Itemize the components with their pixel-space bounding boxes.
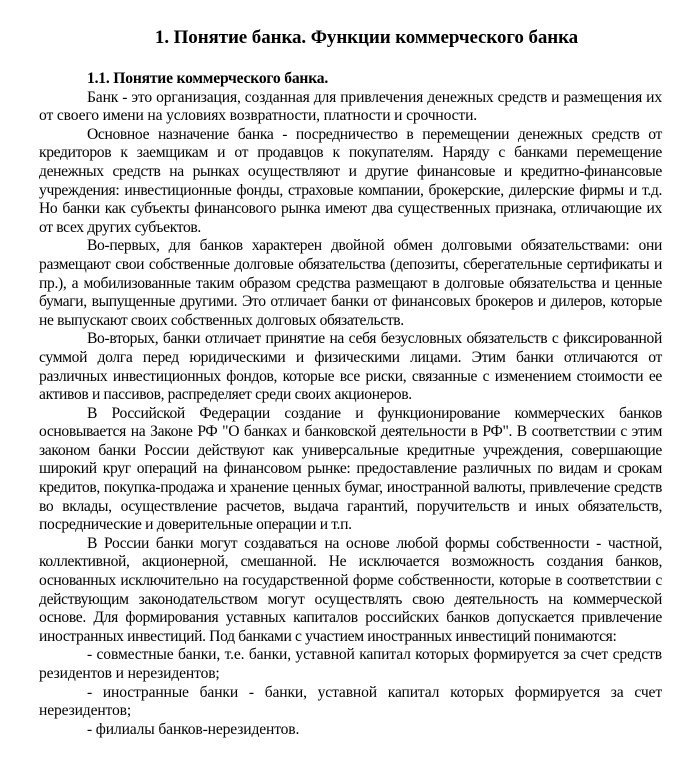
paragraph-bank-purpose: Основное назначение банка - посредничество в перемещении денежных средств от кредиторов к заемщикам и от продавцов к покупателям. Наряду с банками перемещение денежных средств на рынках осуществляют и другие финансовые и кредитно-финансовые учреждения: инвестиционные фонды, страховые компании, брокерские, дилерские фирмы и т.д. Но банки как субъекты финансового рынка имеют два существенных признака, отличающие их от всех других субъектов. <box>39 125 662 236</box>
paragraph-bank-definition: Банк - это организация, созданная для привлечения денежных средств и размещения их от своего имени на условиях возвратности, платности и срочности. <box>39 88 662 125</box>
document-page <box>39 0 662 739</box>
section-title: 1.1. Понятие коммерческого банка. <box>87 70 329 87</box>
list-item-joint-banks: - совместные банки, т.е. банки, уставной капитал которых формируется за счет средств резидентов и нерезидентов; <box>39 646 662 682</box>
paragraph-ownership-forms: В России банки могут создаваться на основе любой формы собственности - частной, коллективной, акционерной, смешанной. Не исключается возможность создания банков, основанных исключительно на государственной форме собственности, которые в соответствии с действующим законодательством могут осуществлять свою деятельность на коммерческой основе. Для формирования уставных капиталов российских банков допускается привлечение иностранных инвестиций. Под банками с участием иностранных инвестиций понимаются: <box>39 534 662 645</box>
paragraph-first-feature: Во-первых, для банков характерен двойной обмен долговыми обязательствами: они размещают свои собственные долговые обязательства (депозиты, сберегательные сертификаты и пр.), а мобилизованные таким образом средства размещают в долговые обязательства и ценные бумаги, выпущенные другими. Это отличает банки от финансовых брокеров и дилеров, которые не выпускают своих собственных долговых обязательств. <box>39 237 662 329</box>
paragraph-russian-law: В Российской Федерации создание и функционирование коммерческих банков основывается на Законе РФ "О банках и банковской деятельности в РФ". В соответствии с этим законом банки России действуют как универсальные кредитные учреждения, совершающие широкий круг операций на финансовом рынке: предоставление различных по видам и срокам кредитов, покупка-продажа и хранение ценных бумаг, иностранной валюты, привлечение средств во вклады, осуществление расчетов, выдача гарантий, поручительств и иных обязательств, посреднические и доверительные операции и т.п. <box>39 404 662 534</box>
list-item-foreign-banks: - иностранные банки - банки, уставной капитал которых формируется за счет нерезидентов; <box>39 683 662 720</box>
paragraph-second-feature: Во-вторых, банки отличает принятие на себя безусловных обязательств с фиксированной суммой долга перед юридическими и физическими лицами. Этим банки отличаются от различных инвестиционных фондов, которые все риски, связанные с изменением стоимости ее активов и пассивов, распределяет среди своих акционеров. <box>39 330 662 404</box>
document-title: 1. Понятие банка. Функции коммерческого банка <box>154 27 579 48</box>
list-item-branches: - филиалы банков-нерезидентов. <box>87 720 300 738</box>
